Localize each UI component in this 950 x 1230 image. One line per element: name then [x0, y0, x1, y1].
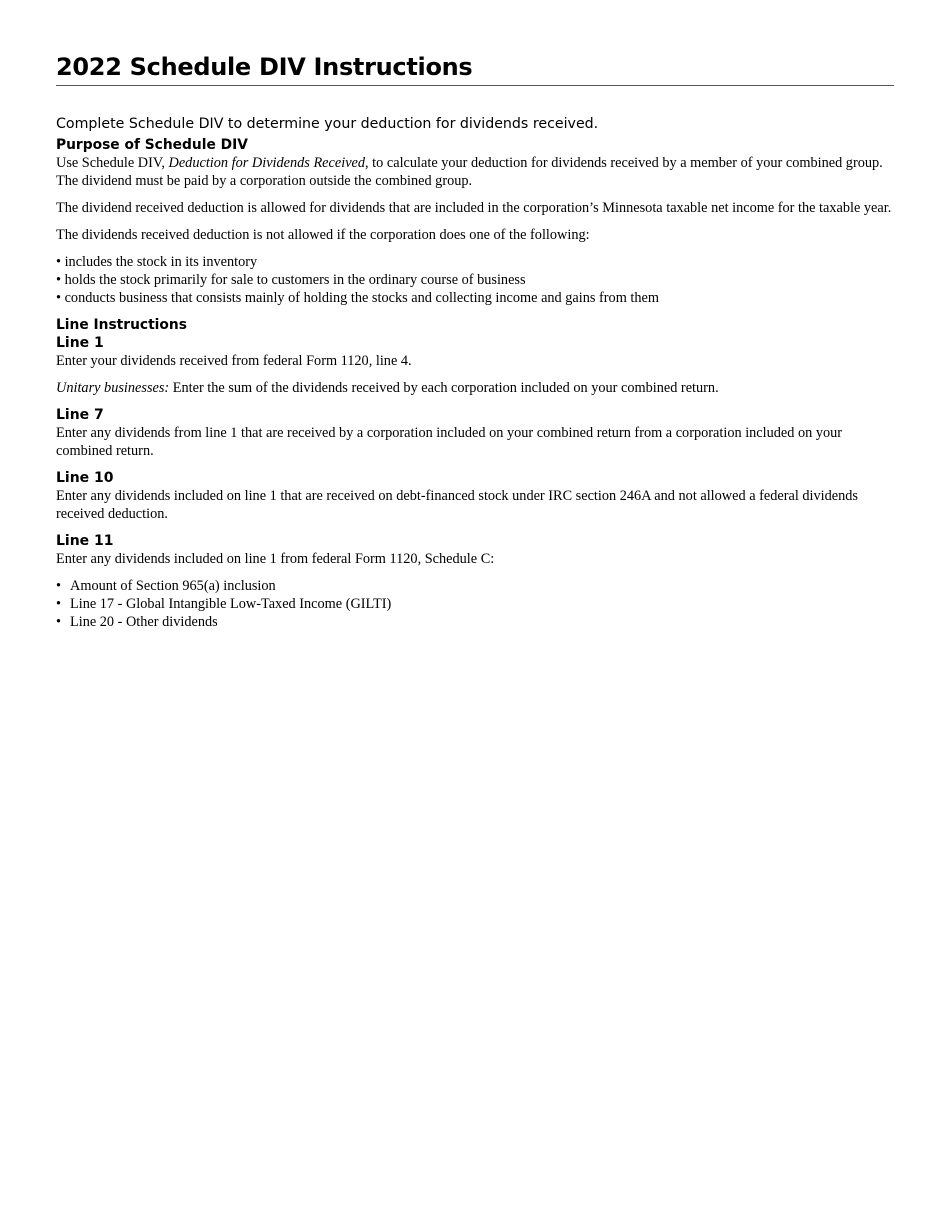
line-11-text: Enter any dividends included on line 1 from federal Form 1120, Schedule C:	[56, 551, 495, 567]
unitary-businesses-text: Enter the sum of the dividends received by each corporation included on your combined return.	[169, 380, 719, 396]
list-item	[56, 577, 894, 595]
purpose-heading: Purpose of Schedule DIV	[56, 137, 248, 153]
list-item: • conducts business that consists mainly of holding the stocks and collecting income and gains from them	[56, 290, 659, 306]
form-name-italic: Deduction for Dividends Received	[168, 155, 366, 171]
purpose-paragraph-1	[56, 154, 894, 190]
bullet-icon: •	[56, 596, 62, 612]
line-7-text: Enter any dividends from line 1 that are received by a corporation included on your combined return from a corporation included on your combined return.	[56, 425, 843, 459]
line-1-heading: Line 1	[56, 335, 104, 351]
list-item-text: Line 20 - Other dividends	[70, 614, 218, 630]
purpose-paragraph-2: The dividend received deduction is allowed for dividends that are included in the corporation’s Minnesota taxable net income for the taxable year.	[56, 200, 892, 216]
unitary-businesses-label: Unitary businesses:	[56, 380, 170, 396]
purpose-paragraph-3: The dividends received deduction is not allowed if the corporation does one of the following:	[56, 227, 590, 243]
purpose-paragraph-1-suffix: , to calculate your deduction for dividends received by a member of your combined group. The dividend must be paid by a corporation outside the combined group.	[56, 155, 883, 189]
line-1-unitary-text	[56, 379, 894, 397]
bullet-icon: •	[56, 614, 62, 630]
document-page	[56, 52, 894, 640]
purpose-paragraph-1-prefix: Use Schedule DIV,	[56, 155, 169, 171]
list-item: • holds the stock primarily for sale to customers in the ordinary course of business	[56, 272, 526, 288]
list-item	[56, 613, 894, 631]
line-7-heading: Line 7	[56, 407, 104, 423]
document-title: 2022 Schedule DIV Instructions	[56, 52, 894, 86]
list-item-text: Line 17 - Global Intangible Low-Taxed Income (GILTI)	[70, 596, 392, 612]
disallowed-conditions-list	[56, 253, 894, 307]
line-11-items-list	[56, 577, 894, 631]
line-11-heading: Line 11	[56, 533, 114, 549]
line-1-text: Enter your dividends received from federal Form 1120, line 4.	[56, 353, 412, 369]
list-item	[56, 595, 894, 613]
line-instructions-heading: Line Instructions	[56, 317, 187, 333]
line-10-text: Enter any dividends included on line 1 that are received on debt-financed stock under IRC section 246A and not allowed a federal dividends received deduction.	[56, 488, 858, 522]
line-10-heading: Line 10	[56, 470, 114, 486]
list-item: • includes the stock in its inventory	[56, 254, 258, 270]
intro-text: Complete Schedule DIV to determine your deduction for dividends received.	[56, 116, 599, 132]
list-item-text: Amount of Section 965(a) inclusion	[70, 578, 276, 594]
bullet-icon: •	[56, 578, 62, 594]
